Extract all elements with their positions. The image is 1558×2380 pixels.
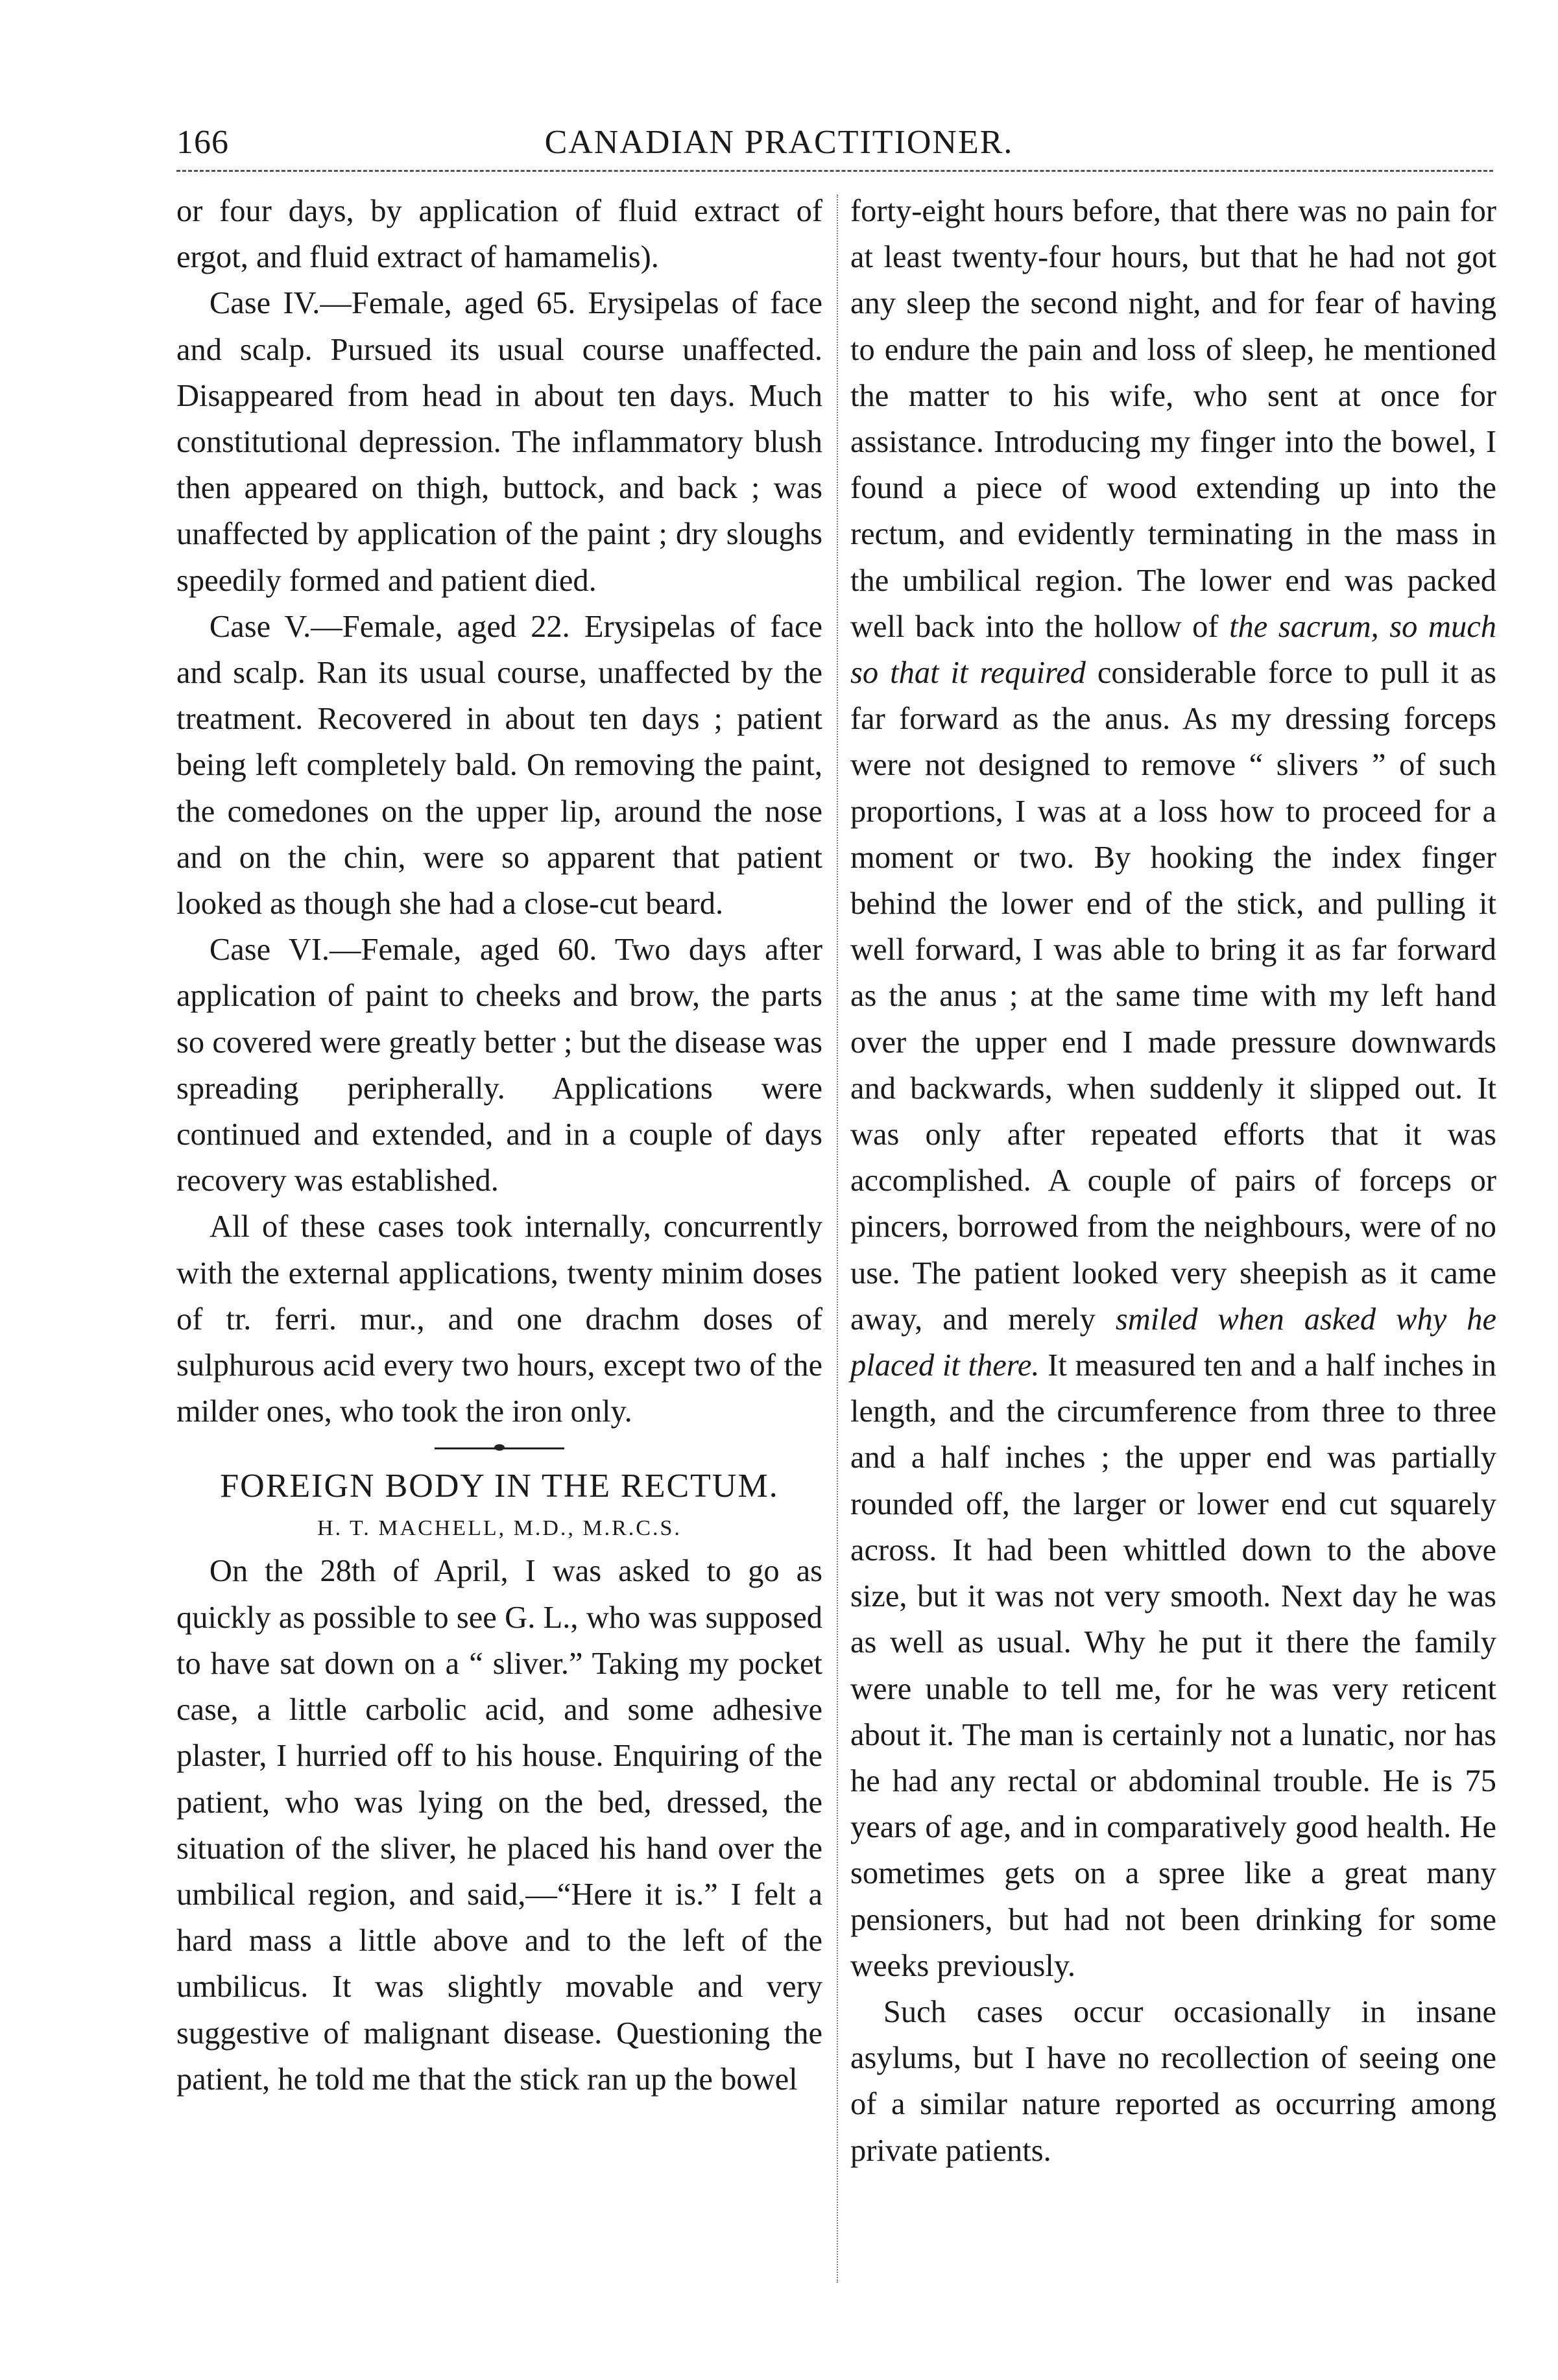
page-number: 166 [176,124,229,161]
case-vi-paragraph: Case VI.—Female, aged 60. Two days after application of paint to cheeks and brow, the parts so covered were greatly better ; but the disease was spreading peripherally. Applications were continued and extended, and in a couple of days recovery was established. [176,933,822,1198]
article-paragraph: On the 28th of April, I was asked to go as quickly as possible to see G. L., who was supposed to have sat down on a “ sliver.” Taking my pocket case, a little carbolic acid, and some adhesive plaster, I hurried off to his house. Enquiring of the patient, who was lying on the bed, dressed, the situation of the sliver, he placed his hand over the umbilical region, and said,—“Here it is.” I felt a hard mass a little above and to the left of the umbilicus. It was slightly movable and very suggestive of malignant disease. Questioning the patient, he told me that the stick ran up the bowel [176,1554,822,2097]
closing-paragraph: Such cases occur occasionally in insane asylums, but I have no recollection of seeing one of a similar nature reported as occurring among private patients. [850,1994,1496,2168]
right-text-part-1: forty-eight hours before, that there was no pain for at least twenty-four hours, but that he had not got any sleep the second night, and for fear of having to endure the pain and loss of sleep, he mentioned the matter to his wife, who sent at once for assistance. Introducing my finger into the bowel, I found a piece of wood extending up into the rectum, and evidently terminating in the mass in the umbilical region. The lower end was packed well back into the hollow of [850,194,1496,644]
right-italic-text-2: smiled when asked why he placed it there. [850,1302,1496,1383]
column-divider [837,195,838,2283]
left-column [176,188,822,2102]
article-byline: H. T. MACHELL, M.D., M.R.C.S. [317,1516,682,1541]
article-title: FOREIGN BODY IN THE RECTUM. [220,1468,779,1505]
right-column [850,188,1496,2174]
right-text-part-3: It measured ten and a half inches in length, and the circumference from three to three and a half inches ; the upper end was partially rounded off, the larger or lower end cut squarely across. It had been whittled down to the above size, but it was not very smooth. Next day he was as well as usual. Why he put it there the family were unable to tell me, for he was very reticent about it. The man is certainly not a lunatic, nor has he had any rectal or abdominal trouble. He is 75 years of age, and in comparatively good health. He sometimes gets on a spree like a great many pensioners, but had not been drinking for some weeks previously. [850,1348,1497,1983]
case-iv-paragraph: Case IV.—Female, aged 65. Erysipelas of face and scalp. Pursued its usual course unaffected. Disappeared from head in about ten days. Much constitutional depression. The inflammatory blush then appeared on thigh, buttock, and back ; was unaffected by application of the paint ; dry sloughs speedily formed and patient died. [176,286,822,598]
right-text-part-2: considerable force to pull it as far forward as the anus. As my dressing forceps were not designed to remove “ slivers ” of such proportions, I was at a loss how to proceed for a moment or two. By hooking the index finger behind the lower end of the stick, and pulling it well forward, I was able to bring it as far forward as the anus ; at the same time with my left hand over the upper end I made pressure downwards and backwards, when suddenly it slipped out. It was only after repeated efforts that it was accomplished. A couple of pairs of forceps or pincers, borrowed from the neighbours, were of no use. The patient looked very sheepish as it came away, and merely [850,656,1497,1337]
case-v-paragraph: Case V.—Female, aged 22. Erysipelas of face and scalp. Ran its usual course, unaffected by the treatment. Recovered in about ten days ; patient being left completely bald. On removing the paint, the comedones on the upper lip, around the nose and on the chin, were so apparent that patient looked as though she had a close-cut beard. [176,609,822,922]
left-paragraph-continued: or four days, by application of fluid extract of ergot, and fluid extract of hamamelis). [176,194,822,275]
running-head: CANADIAN PRACTITIONER. [544,124,1014,161]
right-italic-text-1: the sacrum, so much so that it required [850,609,1496,691]
right-paragraph-continued [850,188,1496,1989]
summary-paragraph: All of these cases took internally, concurrently with the external applications, twenty minim doses of tr. ferri. mur., and one drachm doses of sulphurous acid every two hours, except two of the milder ones, who took the iron only. [176,1209,822,1429]
article-separator [435,1447,564,1449]
header-rule [176,170,1493,172]
page-header [0,120,1558,165]
